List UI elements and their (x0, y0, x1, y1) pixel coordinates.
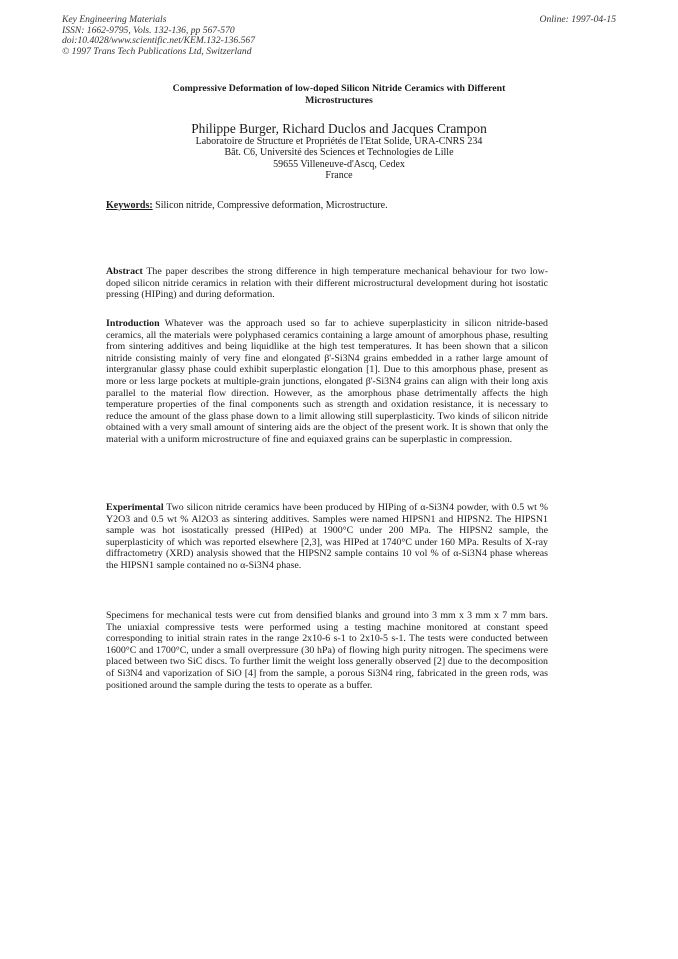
experimental-paragraph (106, 502, 548, 572)
affiliation-line-4: France (325, 170, 353, 182)
abstract-text: The paper describes the strong difference in high temperature mechanical behaviour for two low-doped silicon nitride ceramics in relation with their different microstructural development during hot isostatic pressing (HIPing) and during deformation. (106, 266, 548, 301)
introduction-paragraph (106, 318, 548, 446)
journal-header (62, 15, 255, 57)
affiliation-line-1: Laboratoire de Structure et Propriétés de l'Etat Solide, URA-CNRS 234 (195, 136, 483, 147)
keywords-label: Keywords: (106, 200, 153, 211)
paper-title (110, 83, 568, 107)
title-line-2: Microstructures (305, 95, 373, 106)
experimental-text: Two silicon nitride ceramics have been produced by HIPing of α-Si3N4 powder, with 0.5 wt % Y2O3 and 0.5 wt % Al2O3 as sintering additives. Samples were named HIPSN1 and HIPSN2. The HIPSN1 sample was hot isostatically pressed (HIPed) at 1900°C under 200 MPa. The HIPSN2 sample, the superplasticity of which was reported elsewhere [2,3], was HIPed at 1740°C under 160 MPa. Results of X-ray diffractometry (XRD) analysis showed that the HIPSN2 sample contains 10 vol % of α-Si3N4 phase whereas the HIPSN1 sample contained no α-Si3N4 phase. (106, 502, 548, 571)
introduction-text: Whatever was the approach used so far to achieve superplasticity in silicon nitride-based ceramics, all the materials were polyphased ceramics containing a large amount of amorphous phase, resulting from sintering additives and being liquidlike at the high test temperatures. It has been shown that a silicon nitride consisting mainly of very fine and elongated β'-Si3N4 grains embedded in a rather large amount of intergranular glassy phase could exhibit superplastic elongation [1]. Due to this amorphous phase, present as more or less large pockets at multiple-grain junctions, elongated β'-Si3N4 grains can align with their long axis parallel to the material flow direction. However, as the amorphous phase detrimentally affects the high temperature properties of the final components such as strength and oxidation resistance, it is necessary to reduce the amount of the glass phase down to a limit allowing still superplasticity. Two kinds of silicon nitride obtained with a very small amount of sintering aids are the object of the present work. It is shown that only the material with a uniform microstructure of fine and equiaxed grains can be superplastic in compression. (106, 318, 548, 445)
affiliation-line-2: Bât. C6, Université des Sciences et Technologies de Lille (224, 147, 454, 159)
authors: Philippe Burger, Richard Duclos and Jacques Crampon (191, 121, 487, 136)
experimental-label: Experimental (106, 502, 164, 513)
keywords (106, 200, 388, 212)
introduction-label: Introduction (106, 318, 160, 329)
keywords-text: Silicon nitride, Compressive deformation, Microstructure. (152, 200, 388, 211)
affiliation (0, 136, 678, 182)
journal-name: Key Engineering Materials (62, 14, 167, 25)
online-date: Online: 1997-04-15 (539, 14, 616, 25)
doi-line[interactable]: doi:10.4028/www.scientific.net/KEM.132-136.567 (62, 35, 256, 47)
title-line-1: Compressive Deformation of low-doped Silicon Nitride Ceramics with Different (172, 83, 506, 94)
specimens-paragraph (106, 610, 548, 691)
specimens-text: Specimens for mechanical tests were cut from densified blanks and ground into 3 mm x 3 mm x 7 mm bars. The uniaxial compressive tests were performed using a testing machine monitored at constant speed corresponding to initial strain rates in the range 2x10-6 s-1 to 2x10-5 s-1. The tests were conducted between 1600°C and 1700°C, under a small overpressure (30 hPa) of flowing high purity nitrogen. The specimens were placed between two SiC discs. To further limit the weight loss generally observed [2] due to the decomposition of Si3N4 and vaporization of SiO [4] from the sample, a porous Si3N4 ring, fabricated in the green rods, was positioned around the sample during the tests to operate as a buffer. (106, 610, 548, 691)
abstract-label: Abstract (106, 266, 143, 277)
abstract-paragraph (106, 266, 548, 301)
affiliation-line-3: 59655 Villeneuve-d'Ascq, Cedex (273, 158, 405, 170)
issn-line: ISSN: 1662-9795, Vols. 132-136, pp 567-570 (62, 24, 235, 36)
copyright-line: © 1997 Trans Tech Publications Ltd, Switzerland (62, 45, 252, 57)
